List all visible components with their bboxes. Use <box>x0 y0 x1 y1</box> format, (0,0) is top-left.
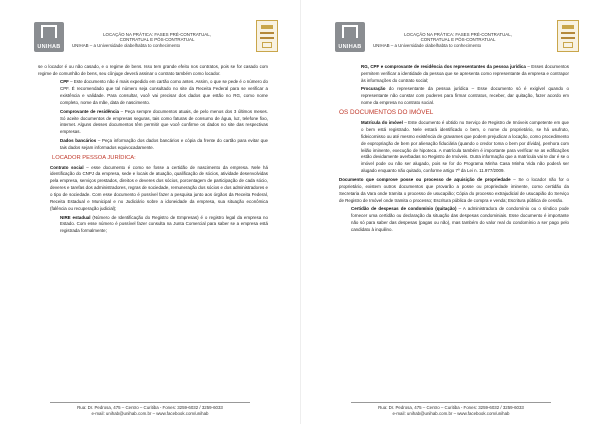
proxy-paragraph <box>339 86 569 107</box>
page-header <box>301 0 600 58</box>
registry-paragraph <box>339 120 569 175</box>
house-icon <box>342 25 358 38</box>
condo-label: Certidão de despesas de condomínio (quitação) <box>351 206 457 211</box>
logo-text: UNIHAB <box>37 44 61 50</box>
residence-paragraph <box>38 109 268 137</box>
condo-text: – A administradora de condomínio ou o síndico pode fornecer uma certidão ou declaração da situação das despesas condominiais. Esse documento é importante não só para saber das despesas (pagas ou não), mas também do valor real do condomínio a ser pago pelo candidato à inquilino. <box>351 206 569 232</box>
header-title: LOCAÇÃO NA PRÁTICA: FASES PRÉ-CONTRATUAL, <box>404 32 512 37</box>
footer-contact: e-mail: unihab@unihab.com.br – www.facebook.com/unihab <box>392 410 510 416</box>
section-title-legal-entity: LOCADOR PESSOA JURÍDICA: <box>52 154 136 161</box>
rg-text: – Esses documentos permitem verificar a identidade da pessoa que se apresenta como representante da empresa e contrapor às informações do contrato social; <box>361 64 569 83</box>
unihab-logo <box>34 22 64 52</box>
ownership-paragraph <box>339 177 569 205</box>
rg-label: RG, CPF e comprovante de residência dos representantes da pessoa jurídica <box>361 64 526 69</box>
footer-contact: e-mail: unihab@unihab.com.br – www.facebook.com/unihab <box>91 410 209 416</box>
header-title: LOCAÇÃO NA PRÁTICA: FASES PRÉ-CONTRATUAL, <box>103 32 211 37</box>
right-body <box>339 64 569 235</box>
house-icon <box>41 25 57 38</box>
ownership-label: Documento que comprove posse ou processo de aquisição de propriedade <box>339 176 511 182</box>
intro-paragraph: se o locador é ou não casado, e o regime de bens. Isso tem grande efeito nos contratos, pois se for casado com regime de comunhão de bens, seu cônjuge deverá assinar o contrato também como locador. <box>38 64 268 76</box>
page-footer <box>301 402 600 416</box>
social-contract-paragraph <box>38 165 268 213</box>
section-title-property-documents: OS DOCUMENTOS DO IMÓVEL <box>339 109 434 117</box>
logo-text: UNIHAB <box>338 44 362 50</box>
header-title-line2: CONTRATUAL E PÓS-CONTRATUAL <box>420 37 496 43</box>
proxy-label: Procuração <box>361 86 386 92</box>
nire-label: NIRE estadual <box>60 214 91 220</box>
footer-address: Rua: Dr. Pedrosa, 475 – Centro – Curitiba - Fones: 3259-6032 / 3259-6033 <box>77 405 223 411</box>
bank-paragraph <box>38 138 268 152</box>
social-contract-text: – esse documento é como se fosse a certidão de nascimento da empresa. Nele há identificação do CNPJ da empresa, sede e locais de atuação, qualificação de sócios, atividade desenvolvidas pela empresa, serviços prestados, direitos e deveres dos sócios, porcentagem de participação de cada sócio, deveres e tarefas dos administradores, regras de sociedade, remuneração dos sócios e dos administradores e o tipo de sociedade. Com esse documento é possível fazer a pesquisa junto aos órgãos da Receita Federal, Receita Estadual e Municipal e no Judiciário sobre a idoneidade da empresa, sua situação econômica (falência ou recuperação judicial); <box>50 164 268 211</box>
header-text <box>373 32 543 48</box>
cpf-text: – Este documento não é mais expedido em cartão como antes. Assim, o que se pede é o número do CPF. É recomendado que tal número seja consultado no site da Receita Federal para se verificar a existência e validade. Para consultar, você vai precisar dos dados que estão no RG, como nome completo, nome da mãe, data de nascimento. <box>60 79 268 106</box>
page-right <box>300 0 600 424</box>
quality-seal <box>557 20 579 52</box>
residence-label: Comprovante de residência <box>60 108 120 114</box>
nire-paragraph <box>38 215 268 236</box>
page-footer <box>0 402 300 416</box>
header-subtitle: UNIHAB – a Universidade olabelhabta to conhecimento <box>373 42 482 48</box>
proxy-text: do representante da pessoa jurídica – Esse documento só é exigível quando o representante não constar com poderes para firmar contratos, receber, dar quitação, fazer acordo em nome da empresa no contrato social. <box>361 86 569 106</box>
unihab-logo <box>335 22 365 52</box>
rg-paragraph <box>339 64 569 85</box>
registry-label: Matrícula do imóvel <box>361 119 403 125</box>
quality-seal <box>256 20 278 52</box>
header-text <box>72 32 242 48</box>
footer-address: Rua: Dr. Pedrosa, 475 – Centro – Curitiba - Fones: 3259-6032 / 3259-6033 <box>378 405 524 411</box>
header-title-line2: CONTRATUAL E PÓS-CONTRATUAL <box>119 37 195 43</box>
cpf-paragraph <box>38 79 268 107</box>
registry-text: – Este documento é obtido no Serviço de Registro de Imóveis competente em que o bem está registrado. Nele estará identificado o bem, o nome do proprietário, se há usufruto, fideicomisso ou até mesmo existência de gravames que podem prejudicar a locação, como procedimento de expropriação de bem por alienação fiduciária (quando o credor toma o bem por dívida), penhora com leilão iminente, execução de hipoteca. A matrícula também é importante para verificar se as edificações estão devidamente averbadas no Registro de Imóveis. Outra informação que a matrícula vai te dar é se o imóvel pode ou não ser alugado, pois se for do Programa Minha Casa Minha Vida não poderá ser alugado enquanto não quitado, conforme artigo 7º da Lei n. 11.977/2009. <box>361 119 569 174</box>
bank-label: Dados bancários <box>60 137 97 143</box>
header-subtitle: UNIHAB – a Universidade olabelhabta to conhecimento <box>72 42 181 48</box>
residence-text: – Peça sempre documentos atuais, de pelo menos dos 3 últimos meses. Só aceite documentos de empresas seguras, tais como faturas de consumo de água, luz, telefone fixo, internet. Alguns desses documentos têm permitir que você confirme os dados no site das respectivas empresas. <box>60 108 268 135</box>
bank-text: – Peça informação dos dados bancários e cópia da frente do cartão para evitar que tais dados sejam informados equivocadamente. <box>60 137 268 150</box>
condo-paragraph <box>339 206 569 234</box>
page-header <box>0 0 300 58</box>
social-contract-label: Contrato social <box>50 164 84 170</box>
nire-text: (Número de Identificação do Registro de Empresas) é o registro legal da empresa no Estado. Com esse número é possível fazer consulta na Junta Comercial para saber se a empresa está registrada formalmente; <box>60 214 268 234</box>
left-body <box>38 64 268 237</box>
cpf-label: CPF <box>60 79 69 85</box>
ownership-text: – Se o locador não for o proprietário, existem outros documentos que provarão a posse ou propriedade iminente, como certidão da Secretaria da Vara onde tramita o processo de usucapião; Cópia do processo extrajudicial de usucapião do Serviço de Registro de Imóvel onde tramita o processo; Escritura pública de compra e venda; Escritura pública de cessão. <box>339 176 569 203</box>
